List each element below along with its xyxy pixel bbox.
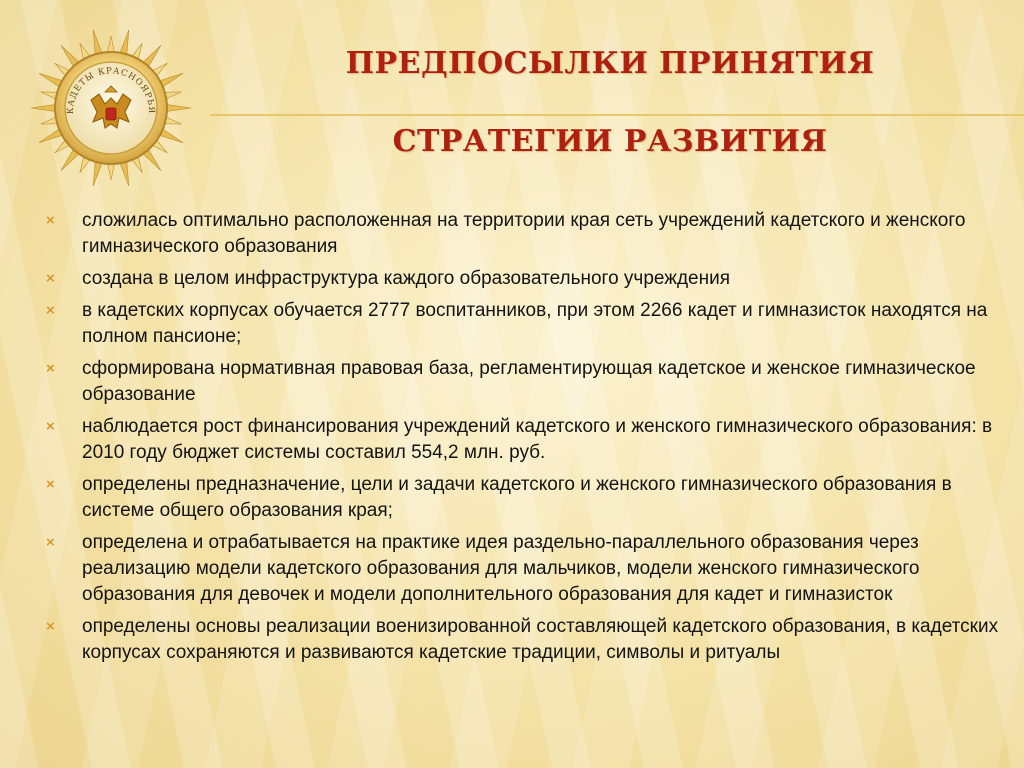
list-item [44,472,1004,524]
bullet-text: в кадетских корпусах обучается 2777 воспитанников, при этом 2266 кадет и гимназисток находятся на полном пансионе; [82,300,988,347]
list-item [44,298,1004,350]
cadet-emblem-logo [22,28,200,186]
list-item [44,356,1004,408]
bullet-marker-icon: × [46,270,55,287]
bullet-text: определены основы реализации военизированной составляющей кадетского образования, в кадетских корпусах сохраняются и развиваются кадетские традиции, символы и ритуалы [82,616,999,663]
bullet-marker-icon: × [46,618,55,635]
bullet-text: сложилась оптимально расположенная на территории края сеть учреждений кадетского и женского гимназического образования [82,210,966,257]
bullet-marker-icon: × [46,302,55,319]
emblem-ray [165,104,191,112]
bullet-text: создана в целом инфраструктура каждого образовательного учреждения [82,268,730,289]
bullet-marker-icon: × [46,360,55,377]
list-item [44,208,1004,260]
slide-title-line1: ПРЕДПОСЫЛКИ ПРИНЯТИЯ [345,46,875,81]
bullet-text: наблюдается рост финансирования учреждений кадетского и женского гимназического образования: в 2010 году бюджет системы составил 554,2 млн. руб. [82,416,993,463]
emblem-text: КАДЕТЫ КРАСНОЯРЬЯ [65,66,157,115]
bullet-text: сформирована нормативная правовая база, регламентирующая кадетское и женское гимназическое образование [82,358,976,405]
list-item [44,266,1004,292]
slide-title-line2: СТРАТЕГИИ РАЗВИТИЯ [392,124,828,159]
bullet-marker-icon: × [46,418,55,435]
bullet-marker-icon: × [46,476,55,493]
list-item [44,614,1004,666]
bullet-marker-icon: × [46,212,55,229]
title-divider [210,114,1024,116]
list-item [44,530,1004,608]
bullet-list [44,208,1004,672]
bullet-text: определена и отрабатывается на практике идея раздельно-параллельного образования через реализацию модели кадетского образования для мальчиков, модели женского гимназического образования для девочек и модели дополнительного образования для кадет и гимназисток [82,532,920,605]
bullet-marker-icon: × [46,534,55,551]
list-item [44,414,1004,466]
emblem-ray [31,104,57,112]
bullet-text: определены предназначение, цели и задачи кадетского и женского гимназического образования в системе общего образования края; [82,474,952,521]
